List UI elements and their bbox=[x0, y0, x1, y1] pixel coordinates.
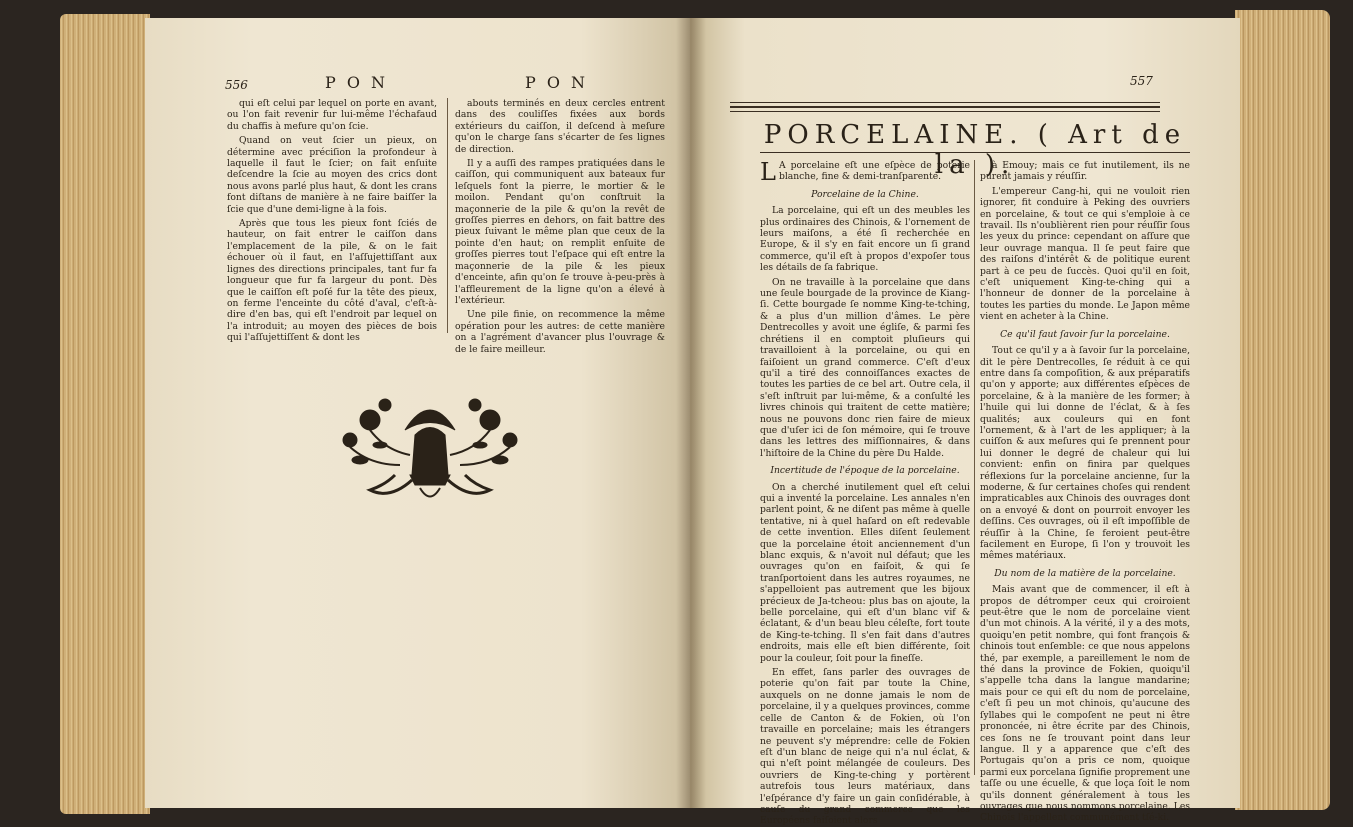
left-column-1 bbox=[227, 98, 437, 344]
floral-vignette-icon bbox=[330, 380, 530, 510]
right-column-2 bbox=[980, 160, 1190, 824]
paragraph: L'empereur Cang-hi, qui ne vouloit rien ignorer, fit conduire à Peking des ouvriers en porcelaine, & tout ce qui s'emploie à ce travail. Ils n'oublièrent rien pour réuſſir ſous les yeux du prince: cependant on aſſure que leur ouvrage manqua. Il ſe peut faire que des raiſons d'intérêt & de politique eurent part à ce peu de ſuccès. Quoi qu'il en ſoit, c'eſt uniquement King-te-ching qui a l'honneur de donner de la porcelaine à toutes les parties du monde. Le Japon même vient en acheter à la Chine. bbox=[980, 185, 1190, 323]
running-head-right: P O N bbox=[525, 73, 589, 92]
paragraph: Mais avant que de commencer, il eſt à propos de détromper ceux qui croiroient peut-être que le nom de porcelaine vient d'un mot chinois. A la vérité, il y a des mots, quoiqu'en petit nombre, qui font françois & chinois tout enſemble: ce que nous appelons thé, par exemple, a pareillement le nom de thé dans la province de Fokien, quoiqu'il s'appelle tcha dans la langue mandarine; mais pour ce qui eſt du nom de porcelaine, c'eſt ſi peu un mot chinois, qu'aucune des ſyllabes qui le compoſent ne peut ni être prononcée, ni être écrite par des Chinois, ces ſons ne ſe trouvant point dans leur langue. Il y a apparence que c'eſt des Portugais qu'on a pris ce nom, quoique parmi eux porcelana ſignifie proprement une taſſe ou une écuelle, & que loça ſoit le nom qu'ils donnent généralement à tous les ouvrages que nous nommons porcelaine. Les Chinois l'appellent communément tſé-ki. bbox=[980, 584, 1190, 824]
title-rule bbox=[760, 152, 1190, 153]
paragraph: On ne travaille à la porcelaine que dans une ſeule bourgade de la province de Kiang-ſi. Cette bourgade ſe nomme King-te-tching, & a plus d'un million d'âmes. Le père Dentrecolles y avoit une égliſe, & parmi ſes chrétiens il en comptoit pluſieurs qui travailloient à la porcelaine, ou qui en faiſoient un grand commerce. C'eſt d'eux qu'il a tiré des connoiſſances exactes de toutes les parties de ce bel art. Outre cela, il s'eſt inſtruit par lui-même, & a conſulté les livres chinois qui traitent de cette matière; nous ne pouvons donc rien faire de mieux que d'uſer ici de ſon mémoire, qui ſe trouve dans les lettres des miſſionnaires, & dans l'hiſtoire de la Chine du père Du Halde. bbox=[760, 276, 970, 459]
paragraph: En effet, ſans parler des ouvrages de poterie qu'on fait par toute la Chine, auxquels on ne donne jamais le nom de porcelaine, il y a quelques provinces, comme celle de Canton & de Fokien, où l'on travaille en porcelaine; mais les étrangers ne peuvent s'y méprendre: celle de Fokien eſt d'un blanc de neige qui n'a nul éclat, & qui n'eſt point mélangée de couleurs. Des ouvriers de King-te-ching y portèrent autrefois tous leurs matériaux, dans l'eſpérance d'y faire un gain conſidérable, à cauſe du grand commerce que les Européens faiſoient alors bbox=[760, 667, 970, 827]
paragraph: Une pile finie, on recommence la même opération pour les autres: de cette manière on a l'agrément d'avancer plus l'ouvrage & de le faire meilleur. bbox=[455, 309, 665, 355]
right-column-divider bbox=[974, 160, 975, 775]
header-rule-thin bbox=[730, 111, 1160, 112]
paragraph: Quand on veut ſcier un pieux, on détermine avec préciſion la profondeur à laquelle il faut le ſcier; on fait enſuite deſcendre la ſcie au moyen des crics dont nous avons parlé plus haut, & dont les crans font diſtans de manière à ne faire baiſſer la ſcie que d'une demi-ligne à la fois. bbox=[227, 135, 437, 215]
page-number-right: 557 bbox=[1130, 74, 1153, 88]
header-rule bbox=[730, 102, 1160, 103]
right-page-edges bbox=[1235, 10, 1330, 810]
left-page-edges bbox=[60, 14, 150, 814]
paragraph: qui eſt celui par lequel on porte en avant, ou l'on fait revenir fur lui-même l'échafaud du chaffis à mefure qu'on ſcie. bbox=[227, 98, 437, 132]
left-column-2 bbox=[455, 98, 665, 355]
header-rule-thick bbox=[730, 106, 1160, 108]
paragraph: La porcelaine, qui eſt un des meubles les plus ordinaires des Chinois, & l'ornement de leurs maiſons, a été ſi recherchée en Europe, & il s'y en fait encore un ſi grand commerce, qu'il eſt à propos d'expoſer tous les détails de ſa fabrique. bbox=[760, 205, 970, 274]
lead-paragraph bbox=[760, 158, 970, 186]
paragraph: Après que tous les pieux font ſciés de hauteur, on fait entrer le caiſſon dans l'emplacement de la pile, & on le fait échouer où il faut, en l'aſſujettiſſant aux lignes des directions principales, tant fur fa longueur que fur fa largeur du pont. Dès que le caiſſon eſt poſé fur la tête des pieux, on ferme l'enceinte du côté d'aval, c'eſt-à-dire d'en bas, qui eſt l'endroit par lequel on l'a introduit; au moyen des pièces de bois qui l'aſſujettiſſent & dont les bbox=[227, 218, 437, 344]
book-gutter bbox=[676, 18, 706, 808]
paragraph: Tout ce qu'il y a à ſavoir ſur la porcelaine, dit le père Dentrecolles, ſe réduit à ce qui entre dans ſa compoſition, & aux préparatifs qu'on y apporte; aux différentes eſpèces de porcelaine, & à la manière de les former; à l'huile qui lui donne de l'éclat, & à ſes qualités; aux couleurs qui en font l'ornement, & à l'art de les appliquer; à la cuiſſon & aux meſures qui ſe prennent pour lui donner le degré de chaleur qui lui convient: enfin on finira par quelques réflexions ſur la porcelaine ancienne, ſur la moderne, & ſur certaines choſes qui rendent impraticables aux Chinois des ouvrages dont on a envoyé & dont on pourroit envoyer les deſſins. Ces ouvrages, où il eſt impoſſible de réuſſir à la Chine, ſe feroient peut-être facilement en Europe, ſi l'on y trouvoit les mêmes matériaux. bbox=[980, 345, 1190, 562]
column-divider bbox=[447, 98, 448, 333]
section-subheading: Ce qu'il faut ſavoir ſur la porcelaine. bbox=[1000, 328, 1170, 340]
paragraph: Il y a auſſi des rampes pratiquées dans le caiſſon, qui communiquent aux bateaux fur leſquels font la pierre, le mortier & le moilon. Pendant qu'on conſtruit la maçonnerie de la pile & qu'on la revêt de groſſes pierres en dehors, on fait battre des pieux ſuivant le même plan que ceux de la pointe d'en haut; on remplit enſuite de groſſes pierres tout l'eſpace qui eſt entre la maçonnerie de la pile & les pieux d'enceinte, afin qu'on ſe trouve à-peu-près à l'affleurement de la ligne qu'on a élevé à l'extérieur. bbox=[455, 158, 665, 306]
right-column-1 bbox=[760, 158, 970, 827]
drop-cap: L bbox=[760, 158, 776, 186]
paragraph: On a cherché inutilement quel eſt celui qui a inventé la porcelaine. Les annales n'en parlent point, & ne diſent pas même à quelle tentative, ni à quel haſard on eſt redevable de cette invention. Elles diſent ſeulement que la porcelaine étoit anciennement d'un blanc exquis, & n'avoit nul défaut; que les ouvrages qu'on en faiſoit, & qui ſe tranſportoient dans les autres royaumes, ne s'appelloient pas autrement que les bijoux précieux de Ja-tcheou: plus bas on ajoute, la belle porcelaine, qui eſt d'un blanc vif & éclatant, & d'un beau bleu céleſte, fort toute de King-te-tching. Il s'en fait dans d'autres endroits, mais elle eſt bien différente, ſoit pour la couleur, ſoit pour la fineſſe. bbox=[760, 481, 970, 664]
page-number-left: 556 bbox=[225, 78, 248, 92]
running-head-left: P O N bbox=[325, 73, 389, 92]
lead-text: A porcelaine eſt une eſpèce de poterie blanche, fine & demi-tranſparente. bbox=[778, 160, 970, 183]
section-subheading: Incertitude de l'époque de la porcelaine. bbox=[770, 465, 960, 477]
section-subheading: Porcelaine de la Chine. bbox=[811, 188, 919, 200]
section-subheading: Du nom de la matière de la porcelaine. bbox=[994, 567, 1176, 579]
paragraph: à Emouy; mais ce fut inutilement, ils ne purent jamais y réuſſir. bbox=[980, 160, 1190, 183]
article-title: PORCELAINE. ( Art de la ). bbox=[763, 120, 1187, 180]
paragraph: abouts terminés en deux cercles entrent dans des couliſſes fixées aux bords extérieurs du caiſſon, il deſcend à meſure qu'on le charge ſans s'écarter de ſes lignes de direction. bbox=[455, 98, 665, 155]
